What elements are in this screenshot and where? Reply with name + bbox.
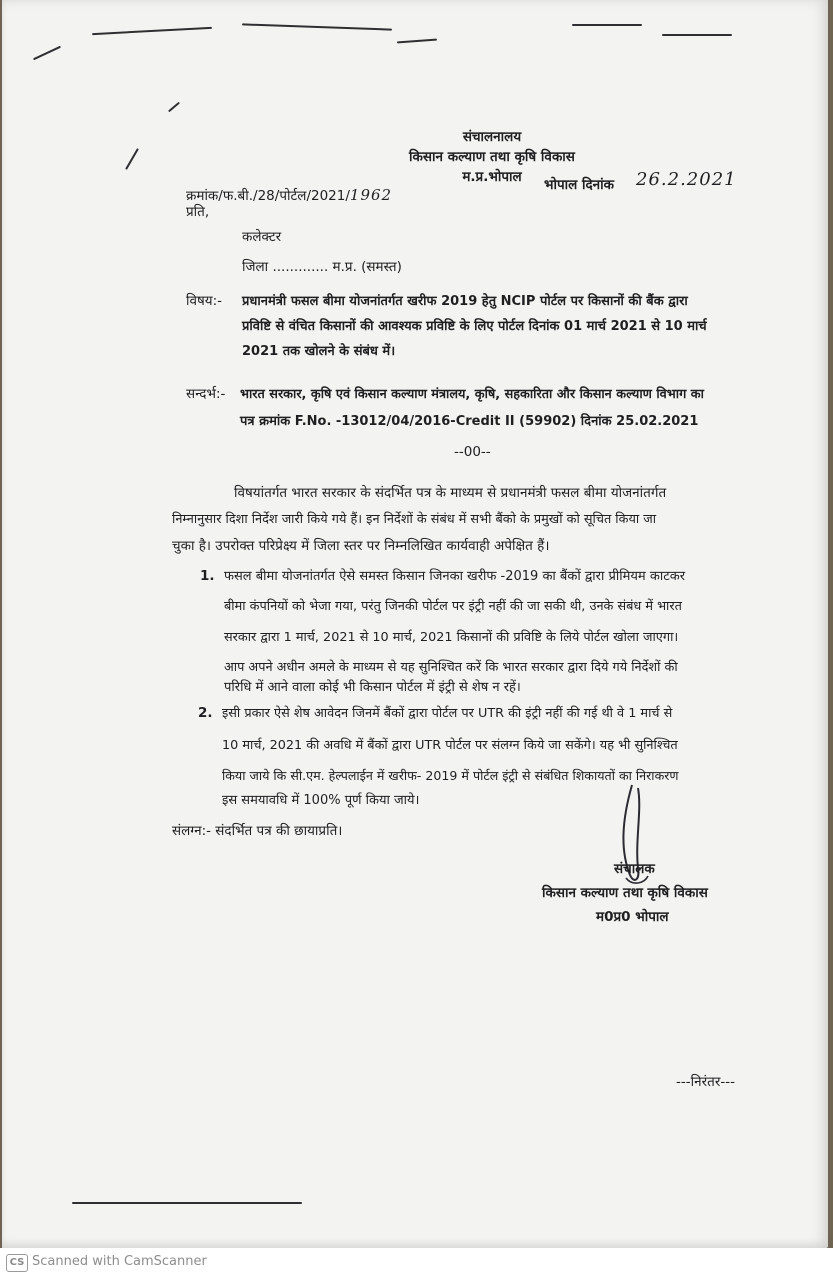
camscanner-logo: CS — [6, 1254, 28, 1272]
recipient-prati: प्रति, — [186, 204, 210, 220]
signatory-location: म0प्र0 भोपाल — [596, 909, 669, 925]
list-item-line: फसल बीमा योजनांतर्गत ऐसे समस्त किसान जिनका खरीफ -2019 का बैंकों द्वारा प्रीमियम काटकर — [224, 569, 686, 584]
sandarbh-line: भारत सरकार, कृषि एवं किसान कल्याण मंत्रालय, कृषि, सहकारिता और किसान कल्याण विभाग का — [240, 387, 704, 402]
reference-number-handwritten: 1962 — [349, 186, 393, 204]
body-intro-line: निम्नानुसार दिशा निर्देश जारी किये गये हैं। इन निर्देशों के संबंध में सभी बैंको के प्रमुखों को सूचित किया जा — [172, 512, 657, 527]
continued-marker: ---निरंतर--- — [676, 1074, 735, 1090]
list-item-number: 2. — [198, 705, 213, 721]
subject-line: प्रधानमंत्री फसल बीमा योजनांतर्गत खरीफ 2019 हेतु NCIP पोर्टल पर किसानों की बैंक द्वारा — [242, 294, 688, 309]
header-department: किसान कल्याण तथा कृषि विकास — [409, 149, 575, 165]
enclosure-note: संलग्न:- संदर्भित पत्र की छायाप्रति। — [172, 823, 343, 839]
list-item-line: इसी प्रकार ऐसे शेष आवेदन जिनमें बैंकों द्वारा पोर्टल पर UTR की इंट्री नहीं की गई थी वे 1 मार्च से — [222, 706, 673, 721]
sandarbh-line: पत्र क्रमांक F.No. -13012/04/2016-Credit II (59902) दिनांक 25.02.2021 — [240, 414, 699, 429]
sandarbh-separator: --00-- — [454, 444, 491, 460]
camscanner-watermark: Scanned with CamScanner — [32, 1254, 207, 1269]
pen-stroke — [125, 148, 139, 170]
list-item-line: बीमा कंपनियों को भेजा गया, परंतु जिनकी पोर्टल पर इंट्री नहीं की जा सकी थी, उनके संबंध में भारत — [224, 599, 682, 614]
signatory-department: किसान कल्याण तथा कृषि विकास — [542, 885, 708, 901]
list-item-line: परिधि में आने वाला कोई भी किसान पोर्टल में इंट्री से शेष न रहें। — [224, 680, 521, 695]
list-item-line: इस समयावधि में 100% पूर्ण किया जाये। — [222, 793, 420, 808]
recipient-district: जिला ............. म.प्र. (समस्त) — [242, 259, 402, 275]
header-location: म.प्र.भोपाल — [462, 169, 522, 185]
body-intro-line: चुका है। उपरोक्त परिप्रेक्ष्य में जिला स्तर पर निम्नलिखित कार्यवाही अपेक्षित हैं। — [172, 538, 550, 554]
pen-stroke — [397, 39, 437, 44]
reference-date-label: भोपाल दिनांक — [544, 177, 615, 193]
sandarbh-label: सन्दर्भ:- — [186, 386, 226, 402]
subject-line: प्रविष्टि से वंचित किसानों की आवश्यक प्रविष्टि के लिए पोर्टल दिनांक 01 मार्च 2021 से 10 मार्च — [242, 319, 707, 334]
list-item-line: किया जाये कि सी.एम. हेल्पलाईन में खरीफ- 2019 में पोर्टल इंट्री से संबंधित शिकायतों का निराकरण — [222, 768, 679, 783]
pen-stroke — [72, 1202, 302, 1204]
subject-label: विषय:- — [186, 293, 223, 309]
recipient-name: कलेक्टर — [242, 229, 282, 245]
pen-stroke — [572, 24, 642, 26]
pen-stroke — [662, 34, 732, 36]
header-directorate: संचालनालय — [462, 129, 522, 145]
list-item-line: 10 मार्च, 2021 की अवधि में बैंकों द्वारा UTR पोर्टल पर संलग्न किये जा सकेंगे। यह भी सुनिश्चित — [222, 738, 678, 753]
reference-number — [186, 186, 392, 206]
pen-stroke — [242, 23, 392, 30]
signatory-title: संचालक — [614, 861, 655, 877]
list-item-line: सरकार द्वारा 1 मार्च, 2021 से 10 मार्च, 2021 किसानों की प्रविष्टि के लिये पोर्टल खोला जाएगा। — [224, 630, 679, 645]
body-intro-line: विषयांतर्गत भारत सरकार के संदर्भित पत्र के माध्यम से प्रधानमंत्री फसल बीमा योजनांतर्गत — [234, 485, 667, 501]
subject-line: 2021 तक खोलने के संबंध में। — [242, 344, 396, 359]
reference-date-handwritten: 26.2.2021 — [636, 169, 737, 190]
document-page — [2, 0, 828, 1248]
list-item-number: 1. — [200, 568, 215, 584]
pen-stroke — [92, 27, 212, 35]
pen-stroke — [33, 46, 61, 60]
list-item-line: आप अपने अधीन अमले के माध्यम से यह सुनिश्चित करें कि भारत सरकार द्वारा दिये गये निर्देशों की — [224, 660, 678, 675]
pen-stroke — [168, 102, 180, 113]
reference-number-prefix: क्रमांक/फ.बी./28/पोर्टल/2021/ — [186, 188, 350, 204]
